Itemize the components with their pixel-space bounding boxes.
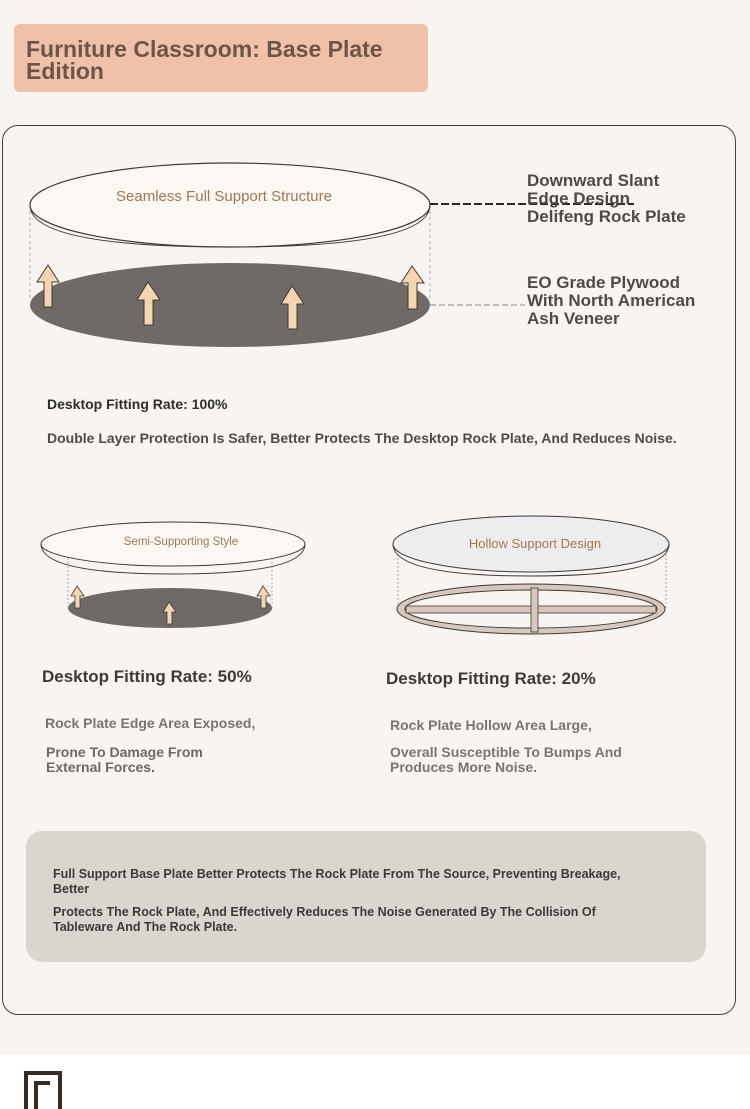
semi-support-desc-2: Prone To Damage From External Forces. — [46, 744, 203, 775]
semi-support-label: Semi-Supporting Style — [123, 536, 239, 548]
hollow-support-label: Hollow Support Design — [468, 536, 602, 551]
callout-plywood: EO Grade Plywood With North American Ash Veneer — [527, 273, 696, 328]
full-support-fitting-rate: Desktop Fitting Rate: 100% — [47, 396, 228, 412]
hollow-support-fitting-rate: Desktop Fitting Rate: 20% — [386, 669, 596, 688]
summary-line-2: Protects The Rock Plate, And Effectively Reduces The Noise Generated By The Collision Of Tableware And The Rock Plate. — [53, 905, 596, 934]
full-support-description: Double Layer Protection Is Safer, Better Protects The Desktop Rock Plate, And Reduces Noise. — [47, 430, 677, 446]
callout-rock-plate: Downward Slant Edge Design Delifeng Rock Plate — [527, 171, 686, 226]
page-title: Furniture Classroom: Base Plate Edition — [26, 36, 383, 84]
rock-plate — [30, 163, 430, 247]
summary-box — [26, 831, 706, 962]
semi-support-diagram — [36, 518, 316, 636]
title-banner — [14, 24, 428, 92]
hollow-support-desc-1: Rock Plate Hollow Area Large, — [390, 717, 592, 733]
base-plate — [30, 263, 430, 347]
semi-support-desc-1: Rock Plate Edge Area Exposed, — [45, 715, 256, 731]
hollow-support-desc-2: Overall Susceptible To Bumps And Produces More Noise. — [390, 744, 622, 775]
footer — [0, 1055, 750, 1109]
brand-logo-icon — [24, 1071, 64, 1109]
hollow-support-diagram — [390, 512, 680, 642]
full-support-label: Seamless Full Support Structure — [116, 188, 332, 205]
semi-support-fitting-rate: Desktop Fitting Rate: 50% — [42, 667, 252, 686]
summary-line-1: Full Support Base Plate Better Protects The Rock Plate From The Source, Preventing Breakage, Better — [53, 867, 621, 896]
